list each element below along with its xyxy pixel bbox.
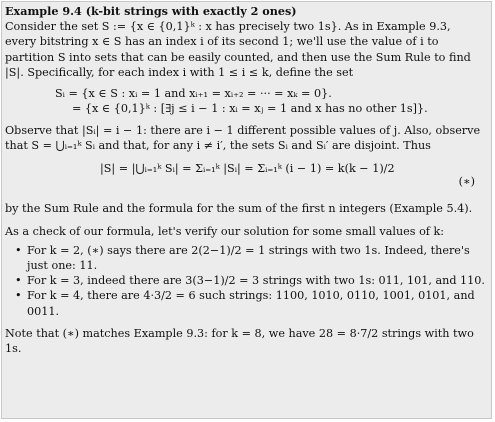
set-definition-line-2: = {x ∈ {0,1}ᵏ : [∃j ≤ i − 1 : xᵢ = xⱼ = 1 and x has no other 1s]}. [72, 102, 428, 116]
main-equation: |S| = |⋃ᵢ₌₁ᵏ Sᵢ| = Σᵢ₌₁ᵏ |Sᵢ| = Σᵢ₌₁ᵏ (i − 1) = k(k − 1)/2 [100, 162, 395, 176]
list-item: • For k = 2, (∗) says there are 2(2−1)/2 = 1 strings with two 1s. Indeed, there's just one: 11. [15, 243, 485, 273]
closing-paragraph: Note that (∗) matches Example 9.3: for k = 8, we have 28 = 8·7/2 strings with two 1s. [5, 326, 474, 356]
intro-paragraph: Consider the set S := {x ∈ {0,1}ᵏ : x has precisely two 1s}. As in Example 9.3, every bitstring x ∈ S has an index i of its second 1; we'll use the value of i to partition S into sets that can be easily counted, and then use the Sum Rule to find |S|. Specifically, for each index i with 1 ≤ i ≤ k, define the set [5, 20, 471, 79]
main-equation-block [5, 161, 485, 201]
example-title: Example 9.4 (k-bit strings with exactly 2 ones) [5, 4, 297, 18]
observation-paragraph: Observe that |Sᵢ| = i − 1: there are i − 1 different possible values of j. Also, observe that S = ⋃ᵢ₌₁ᵏ Sᵢ and that, for any i ≠ i′, the sets Sᵢ and Sᵢ′ are disjoint. Thus [5, 124, 481, 153]
list-item: • For k = 3, indeed there are 3(3−1)/2 = 3 strings with two 1s: 011, 101, and 110. [15, 273, 485, 288]
set-definition-equation [55, 86, 485, 116]
sum-rule-paragraph: by the Sum Rule and the formula for the sum of the first n integers (Example 5.4). [5, 202, 473, 216]
bullet-list [5, 243, 485, 319]
set-definition-line-1: Sᵢ = {x ∈ S : xᵢ = 1 and xᵢ₊₁ = xᵢ₊₂ = ··· = xₖ = 0}. [55, 87, 332, 101]
check-paragraph: As a check of our formula, let's verify our solution for some small values of k: [5, 224, 445, 238]
list-item: • For k = 4, there are 4·3/2 = 6 such strings: 1100, 1010, 0110, 1001, 0101, and 0011. [15, 288, 485, 318]
equation-number: (∗) [458, 175, 475, 189]
example-box [1, 1, 492, 419]
